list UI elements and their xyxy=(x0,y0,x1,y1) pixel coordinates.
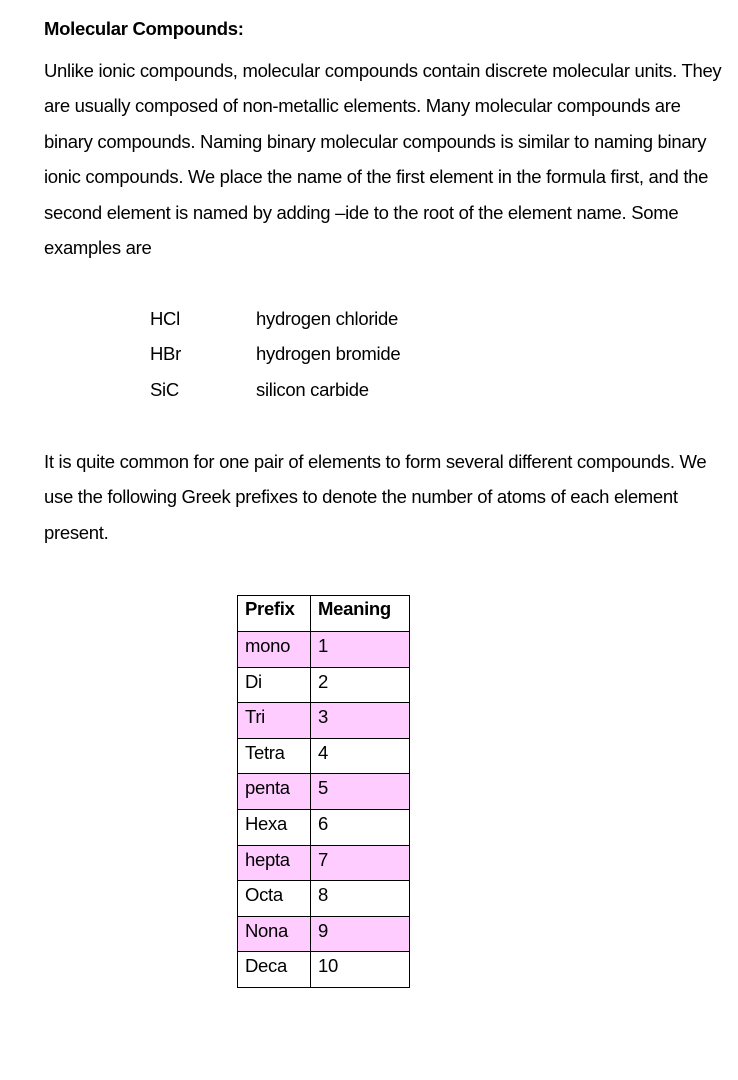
prefix-cell: Di xyxy=(238,667,311,703)
table-row xyxy=(238,667,410,703)
prefix-cell: Deca xyxy=(238,952,311,988)
meaning-cell: 3 xyxy=(311,703,410,739)
table-row xyxy=(238,738,410,774)
prefix-cell: Tetra xyxy=(238,738,311,774)
compound-name: hydrogen bromide xyxy=(256,343,401,365)
table-row xyxy=(238,632,410,668)
meaning-cell: 7 xyxy=(311,845,410,881)
example-row xyxy=(150,372,400,407)
prefix-cell: Tri xyxy=(238,703,311,739)
meaning-cell: 6 xyxy=(311,809,410,845)
examples-list xyxy=(150,301,400,407)
prefix-cell: hepta xyxy=(238,845,311,881)
prefix-table xyxy=(237,595,410,988)
compound-name: hydrogen chloride xyxy=(256,308,398,329)
prefix-cell: Hexa xyxy=(238,809,311,845)
meaning-cell: 4 xyxy=(311,738,410,774)
prefix-cell: Octa xyxy=(238,881,311,917)
section-title: Molecular Compounds: xyxy=(44,18,244,39)
prefix-paragraph: It is quite common for one pair of elements to form several different compounds. We use the following Greek prefixes to denote the number of atoms of each element present. xyxy=(44,451,707,543)
meaning-cell: 1 xyxy=(311,632,410,668)
header-prefix: Prefix xyxy=(238,596,311,632)
meaning-cell: 5 xyxy=(311,774,410,810)
prefix-cell: Nona xyxy=(238,916,311,952)
table-row xyxy=(238,952,410,988)
meaning-cell: 8 xyxy=(311,881,410,917)
compound-name: silicon carbide xyxy=(256,378,369,400)
table-row xyxy=(238,809,410,845)
intro-paragraph: Unlike ionic compounds, molecular compounds contain discrete molecular units. They are usually composed of non-metallic elements. Many molecular compounds are binary compounds. Naming binary molecular compounds is similar to naming binary ionic compounds. We place the name of the first element in the formula first, and the second element is named by adding –ide to the root of the element name. Some examples are xyxy=(44,60,722,259)
prefix-cell: penta xyxy=(238,774,311,810)
table-header-row xyxy=(238,596,410,632)
table-row xyxy=(238,881,410,917)
header-meaning: Meaning xyxy=(311,596,410,632)
meaning-cell: 2 xyxy=(311,667,410,703)
table-row xyxy=(238,845,410,881)
table-row xyxy=(238,916,410,952)
formula: SiC xyxy=(150,378,179,400)
table-row xyxy=(238,703,410,739)
formula: HBr xyxy=(150,343,181,365)
meaning-cell: 10 xyxy=(311,952,410,988)
meaning-cell: 9 xyxy=(311,916,410,952)
example-row xyxy=(150,301,400,336)
table-row xyxy=(238,774,410,810)
prefix-cell: mono xyxy=(238,632,311,668)
formula: HCl xyxy=(150,308,180,329)
example-row xyxy=(150,336,400,371)
